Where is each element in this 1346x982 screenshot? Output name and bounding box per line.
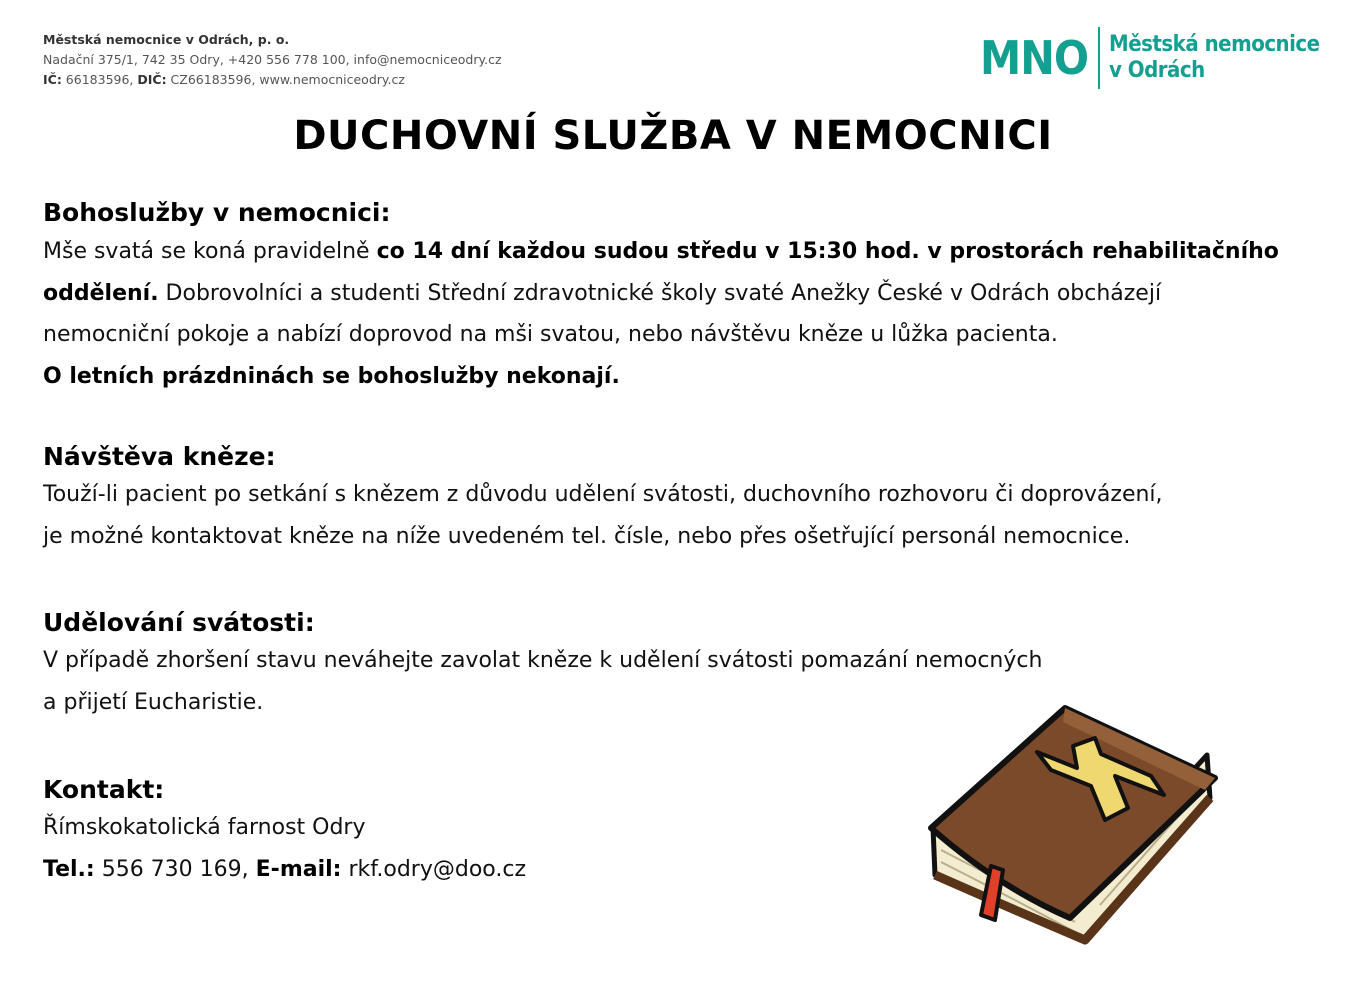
hospital-logo [980, 26, 1320, 90]
logo-divider [1098, 27, 1100, 89]
bible-icon [925, 700, 1225, 950]
org-address: Nadační 375/1, 742 35 Odry, +420 556 778 100, info@nemocniceodry.cz [43, 52, 502, 67]
section-body: Římskokatolická farnost Odry Tel.: 556 730 169, E-mail: rkf.odry@doo.cz [43, 815, 527, 882]
parish-name: Římskokatolická farnost Odry [43, 815, 366, 840]
org-ids: IČ: 66183596, DIČ: CZ66183596, www.nemocniceodry.cz [43, 72, 405, 87]
org-name: Městská nemocnice v Odrách, p. o. [43, 32, 290, 47]
page-title: DUCHOVNÍ SLUŽBA V NEMOCNICI [293, 113, 1053, 159]
email-address: rkf.odry@doo.cz [341, 856, 527, 882]
section-heading: Návštěva kněze: [43, 442, 276, 471]
section-heading: Bohoslužby v nemocnici: [43, 198, 391, 227]
section-heading: Kontakt: [43, 775, 165, 804]
phone-number: 556 730 169, [94, 856, 256, 882]
logo-mark: MNO [980, 31, 1089, 85]
organization-info [43, 30, 502, 90]
section-body: V případě zhoršení stavu neváhejte zavolat kněze k udělení svátosti pomazání nemocných a přijetí Eucharistie. [43, 648, 1043, 715]
logo-text: Městská nemocnice v Odrách [1109, 32, 1320, 83]
section-priest-visit [43, 441, 1313, 557]
section-services [43, 197, 1313, 397]
section-body: Mše svatá se koná pravidelně co 14 dní každou sudou středu v 15:30 hod. v prostorách rehabilitačního oddělení. Dobrovolníci a studenti Střední zdravotnické školy svaté Anežky České v Odrách obcházejí nemocniční pokoje a nabízí doprovod na mši svatou, nebo návštěvu kněze u lůžka pacienta. O letních prázdninách se bohoslužby nekonají. [43, 239, 1279, 389]
section-body: Touží-li pacient po setkání s knězem z důvodu udělení svátosti, duchovního rozhovoru či doprovázení, je možné kontaktovat kněze na níže uvedeném tel. čísle, nebo přes ošetřující personál nemocnice. [43, 482, 1163, 549]
section-heading: Udělování svátosti: [43, 608, 315, 637]
